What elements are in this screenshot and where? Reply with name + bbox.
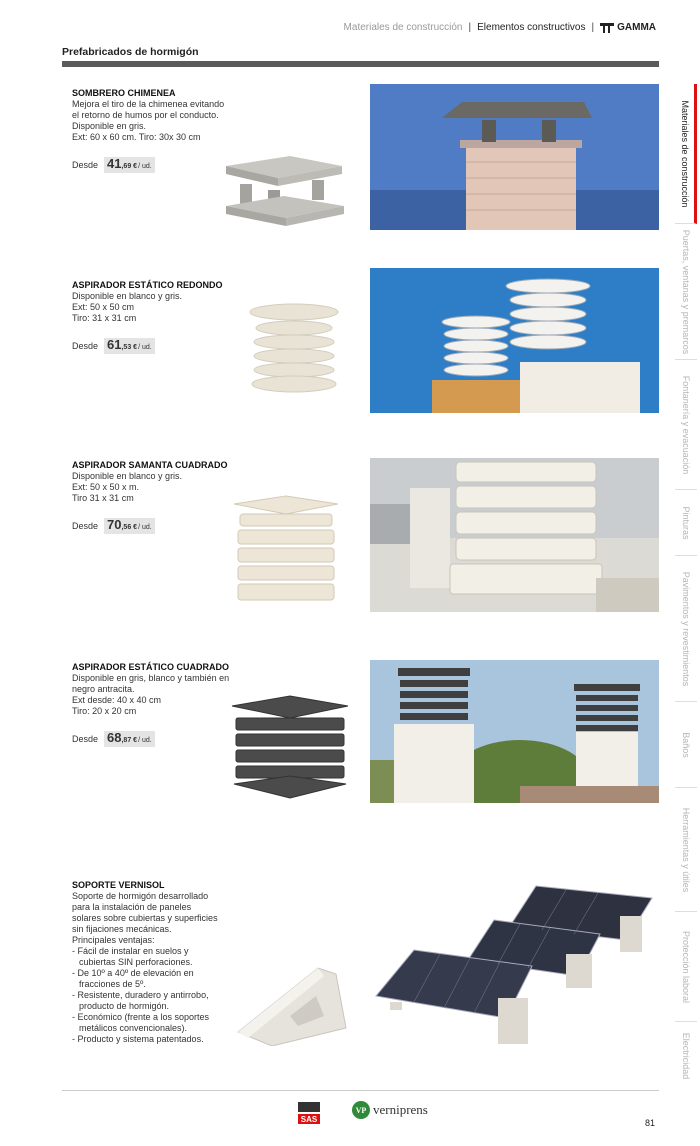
advantage-item: - Económico (frente a los soportes metálicos convencionales). [72,1012,210,1033]
aspirador-samanta-photo [370,458,659,612]
product-spec-2: Tiro: 20 x 20 cm [72,706,137,716]
section-title: Prefabricados de hormigón [62,46,199,58]
price-decimal: ,69 € [121,163,138,170]
price-prefix: Desde [72,734,99,744]
aspirador-estatico-cuadrado-product-image [230,694,350,802]
product-spec: Ext: 50 x 50 cm [72,302,135,312]
sas-logo-text: SAS [300,1115,318,1124]
sidebar-item-pavimentos[interactable] [675,556,697,702]
sas-logo-icon [296,1100,322,1126]
price-tag [104,338,155,354]
product-aspirador-samanta [72,460,232,534]
breadcrumb-separator: | [468,22,472,33]
product-price [72,518,232,534]
price-prefix: Desde [72,341,99,351]
sidebar-item-label: Baños [681,731,691,758]
sidebar-item-label: Materiales de construcción [679,99,690,208]
price-integer: 41 [107,156,122,171]
price-integer: 61 [107,337,122,352]
sidebar-item-puertas[interactable] [675,224,697,360]
price-unit: / ud. [138,163,152,170]
price-unit: / ud. [138,524,152,531]
price-unit: / ud. [138,737,152,744]
breadcrumb-category: Materiales de construcción [343,22,463,33]
product-name: SOMBRERO CHIMENEA [72,88,176,98]
aspirador-redondo-photo [370,268,659,413]
product-aspirador-estatico-cuadrado [72,662,232,747]
product-spec: Ext desde: 40 x 40 cm [72,695,162,705]
product-price [72,338,232,354]
soporte-vernisol-product-image [232,962,356,1046]
breadcrumb-subcategory: Elementos constructivos [477,22,586,33]
advantage-item: - Fácil de instalar en suelos y cubiertas SIN perforaciones. [72,946,193,967]
page-number: 81 [645,1118,656,1128]
verniprens-logo-icon: VP [352,1101,370,1119]
brand-logo [600,22,656,33]
sidebar-item-electricidad[interactable] [675,1022,697,1090]
advantages-list [72,946,222,1045]
product-price [72,731,232,747]
sidebar-item-label: Puertas, ventanas y premarcos [681,229,691,354]
product-name: ASPIRADOR ESTÁTICO CUADRADO [72,662,230,672]
sidebar-item-materiales[interactable] [675,84,697,224]
sidebar-item-banos[interactable] [675,702,697,788]
brand-name: GAMMA [617,22,656,33]
product-name: ASPIRADOR SAMANTA CUADRADO [72,460,228,470]
price-prefix: Desde [72,160,99,170]
sidebar-item-label: Pavimentos y revestimientos [681,571,691,686]
product-description: Soporte de hormigón desarrollado para la instalación de paneles solares sobre cubiertas y superficies sin fijaciones mecánicas. [72,891,218,934]
soporte-vernisol-photo [370,868,659,1068]
price-integer: 68 [107,730,122,745]
price-decimal: ,87 € [121,737,138,744]
aspirador-estatico-cuadrado-photo [370,660,659,803]
sidebar-item-label: Protección laboral [681,930,691,1003]
sidebar-item-herramientas[interactable] [675,788,697,912]
sidebar-item-fontaneria[interactable] [675,360,697,490]
price-prefix: Desde [72,521,99,531]
product-price [72,157,232,173]
aspirador-redondo-product-image [246,300,342,396]
sidebar-item-label: Electricidad [681,1032,691,1080]
price-tag [104,731,155,747]
price-decimal: ,56 € [121,524,138,531]
product-description: Disponible en blanco y gris. [72,291,183,301]
product-spec: Ext: 50 x 50 x m. [72,482,140,492]
product-aspirador-redondo [72,280,232,354]
price-decimal: ,53 € [121,344,138,351]
sidebar-item-proteccion[interactable] [675,912,697,1022]
product-spec-2: Tiro 31 x 31 cm [72,493,134,503]
aspirador-samanta-product-image [230,494,342,604]
header-breadcrumb [344,22,656,33]
price-unit: / ud. [138,344,152,351]
sombrero-chimenea-photo [370,84,659,230]
advantage-item: - Resistente, duradero y antirrobo, producto de hormigón. [72,990,209,1011]
product-description: Disponible en gris, blanco y también en negro antracita. [72,673,230,694]
product-description: Disponible en blanco y gris. [72,471,183,481]
sidebar-item-label: Pinturas [681,505,691,540]
verniprens-logo [352,1101,428,1119]
product-spec-2: Tiro: 31 x 31 cm [72,313,137,323]
sidebar-item-pinturas[interactable] [675,490,697,556]
gamma-logo-icon [600,23,614,32]
sidebar-item-label: Herramientas y útiles [681,807,691,892]
section-divider [62,61,659,67]
product-sombrero-chimenea [72,88,232,173]
breadcrumb-separator-2: | [591,22,595,33]
price-tag [104,518,155,534]
product-soporte-vernisol [72,880,222,1045]
verniprens-logo-text: verniprens [373,1102,428,1117]
product-name: SOPORTE VERNISOL [72,880,165,890]
product-description: Mejora el tiro de la chimenea evitando el retorno de humos por el conducto. Disponible en gris. [72,99,225,131]
product-spec: Ext: 60 x 60 cm. Tiro: 30x 30 cm [72,132,201,142]
product-name: ASPIRADOR ESTÁTICO REDONDO [72,280,223,290]
advantage-item: - Producto y sistema patentados. [72,1034,204,1044]
price-integer: 70 [107,517,122,532]
advantages-title: Principales ventajas: [72,935,155,945]
sidebar-item-label: Fontanería y evacuación [681,375,691,474]
price-tag [104,157,155,173]
advantage-item: - De 10º a 40º de elevación en fracciones de 5º. [72,968,194,989]
sombrero-chimenea-product-image [220,150,348,230]
footer-divider [62,1090,659,1091]
